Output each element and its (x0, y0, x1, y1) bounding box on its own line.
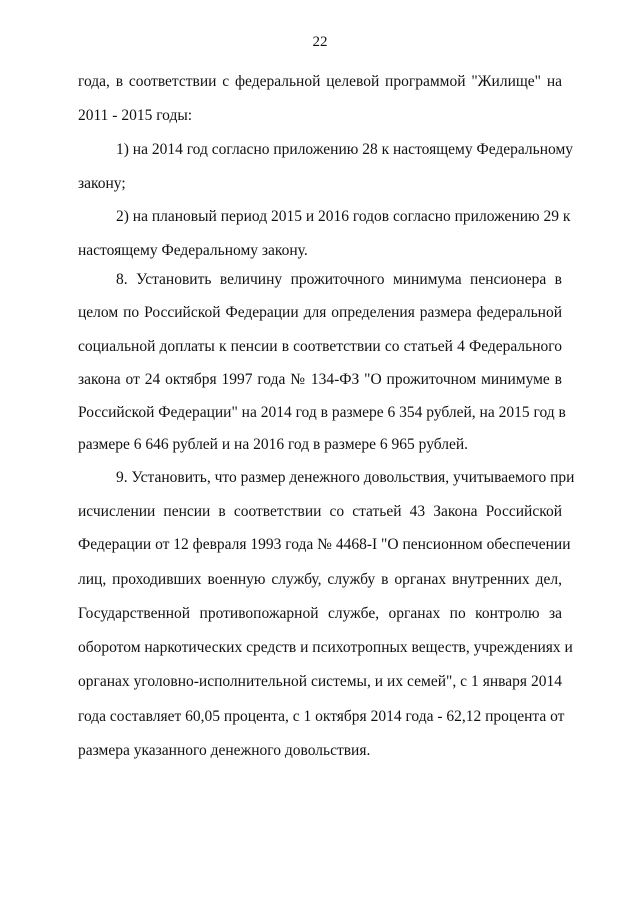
list-item-line: настоящему Федеральному закону. (78, 242, 308, 259)
paragraph-line: Российской Федерации" на 2014 год в размере 6 354 рублей, на 2015 год в (78, 404, 566, 421)
paragraph-line: размере 6 646 рублей и на 2016 год в размере 6 965 рублей. (78, 436, 469, 453)
paragraph-line: закона от 24 октября 1997 года № 134-ФЗ "О прожиточном минимуме в (78, 371, 562, 388)
paragraph-line: целом по Российской Федерации для определения размера федеральной (78, 304, 562, 321)
list-item-line: закону; (78, 175, 126, 192)
paragraph-line: Государственной противопожарной службе, органах по контролю за (78, 605, 562, 622)
text-line: года, в соответствии с федеральной целевой программой "Жилище" на (78, 73, 562, 90)
page-number: 22 (312, 34, 328, 50)
paragraph-line: размера указанного денежного довольствия. (78, 742, 371, 759)
list-item-line: 2) на плановый период 2015 и 2016 годов согласно приложению 29 к (116, 208, 571, 225)
paragraph-line: органах уголовно-исполнительной системы, и их семей", с 1 января 2014 (78, 673, 562, 690)
paragraph-line: оборотом наркотических средств и психотропных веществ, учреждениях и (78, 639, 573, 656)
paragraph-line: Федерации от 12 февраля 1993 года № 4468-I "О пенсионном обеспечении (78, 536, 571, 553)
paragraph-line: лиц, проходивших военную службу, службу в органах внутренних дел, (78, 571, 562, 588)
paragraph-line: исчислении пенсии в соответствии со статьей 43 Закона Российской (78, 503, 562, 520)
text-line: 2011 - 2015 годы: (78, 107, 193, 124)
paragraph-line: социальной доплаты к пенсии в соответствии со статьей 4 Федерального (78, 338, 562, 355)
paragraph-line: года составляет 60,05 процента, с 1 октября 2014 года - 62,12 процента от (78, 708, 565, 725)
paragraph-line: 8. Установить величину прожиточного минимума пенсионера в (116, 271, 562, 288)
list-item-line: 1) на 2014 год согласно приложению 28 к настоящему Федеральному (116, 141, 574, 158)
paragraph-line: 9. Установить, что размер денежного довольствия, учитываемого при (116, 469, 575, 486)
